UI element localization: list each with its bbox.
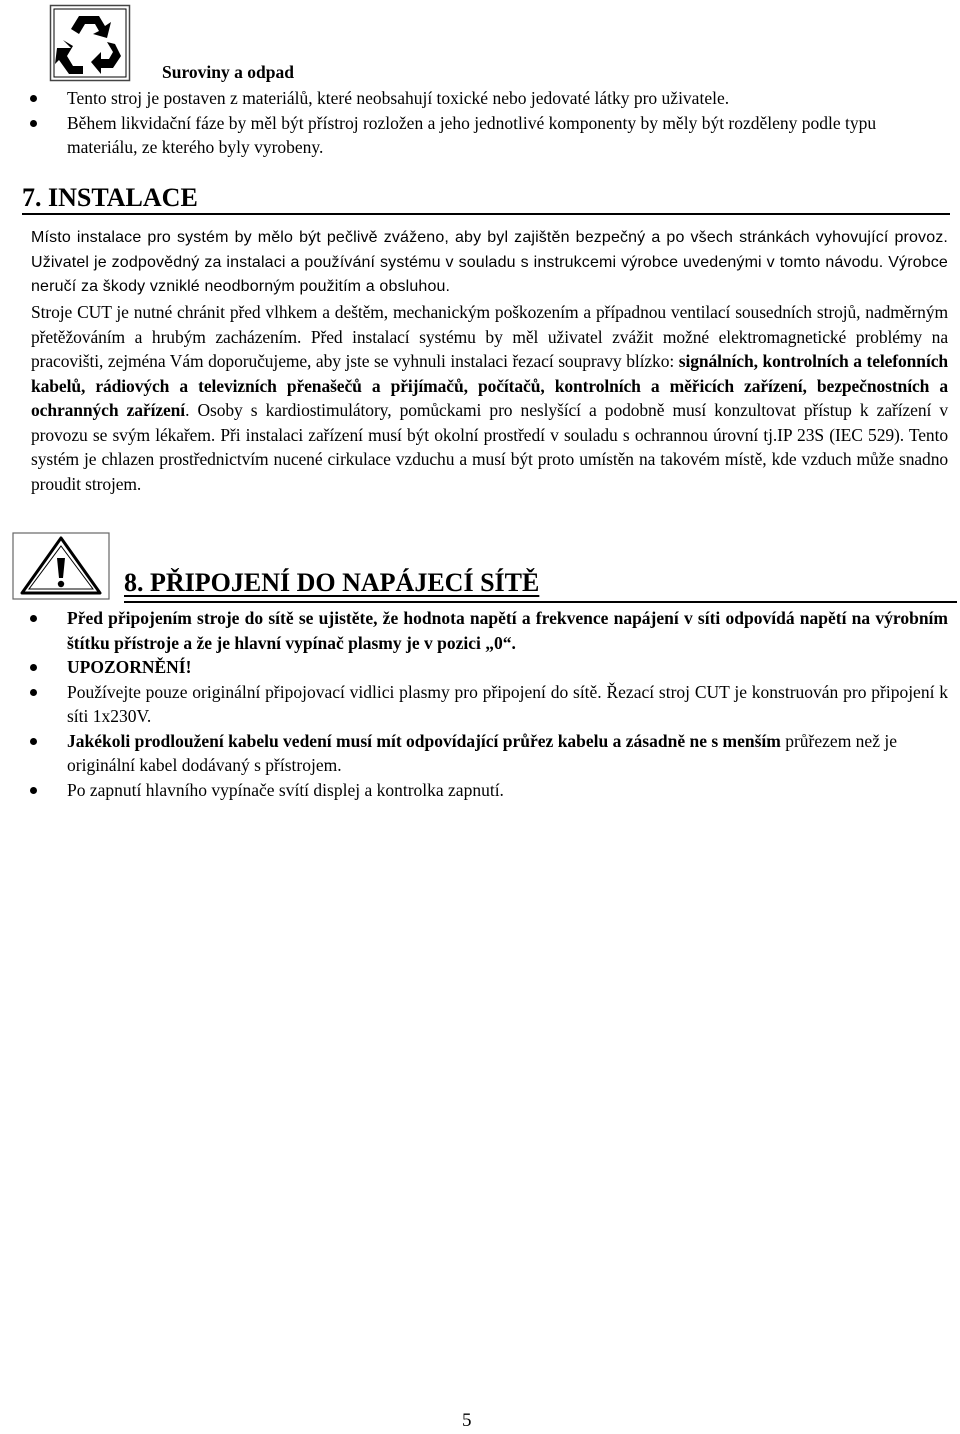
paragraph-bold-text: signálních, kontrolních a telefonních kabelů, rádiových a televizních přenašečů a přijímačů, počítačů, kontrolních a měřicích zařízení, bezpečnostních a ochranných zařízení: [31, 351, 949, 420]
section-8-rule: [124, 601, 957, 603]
paragraph-text: Stroje CUT je nutné chránit před vlhkem a deštěm, mechanickým poškozením a případnou ventilací sousedních strojů, nadměrným přetěžováním a hrubým zacházením. Před instalací systému by měl uživatel zvážit možné elektromagnetické problémy na pracovišti, zejména Vám doporučujeme, aby jste se vyhnuli instalaci řezací soupravy blízko:: [31, 302, 948, 371]
warning-icon: [12, 532, 110, 600]
paragraph-text: . Osoby s kardiostimulátory, pomůckami pro neslyšící a podobně musí konzultovat přístup k zařízení v provozu se svým lékařem. Při instalaci zařízení musí být okolní prostředí v souladu s ochrannou úrovní tj.IP 23S (IEC 529). Tento systém je chlazen prostřednictvím nucené cirkulace vzduchu a musí být proto umístěn na takovém místě, kde vzduch může snadno proudit strojem.: [31, 400, 948, 494]
page-number: 5: [462, 1410, 472, 1431]
list-item: Používejte pouze originální připojovací vidlici plasmy pro připojení do sítě. Řezací stroj CUT je konstruován pro připojení k síti 1x230V.: [30, 680, 948, 729]
list-item: Během likvidační fáze by měl být přístroj rozložen a jeho jednotlivé komponenty by měly být rozděleny podle typu materiálu, ze kterého byly vyrobeny.: [30, 111, 948, 160]
section-7-paragraph-2: [31, 300, 948, 496]
list-item-bold-text: Jakékoli prodloužení kabelu vedení musí mít odpovídající průřez kabelu a zásadně ne s menším: [67, 730, 781, 751]
list-item: UPOZORNĚNÍ!: [30, 655, 948, 680]
recycle-bullet-list: [30, 86, 948, 160]
list-item: Před připojením stroje do sítě se ujistěte, že hodnota napětí a frekvence napájení v síti odpovídá napětí na výrobním štítku přístroje a že je hlavní vypínač plasmy je v pozici „0“.: [30, 606, 948, 655]
recycle-title: Suroviny a odpad: [162, 62, 294, 82]
list-item: Tento stroj je postaven z materiálů, které neobsahují toxické nebo jedovaté látky pro uživatele.: [30, 86, 948, 111]
section-7-paragraph-1: Místo instalace pro systém by mělo být pečlivě zváženo, aby byl zajištěn bezpečný a po všech stránkách vyhovující provoz. Uživatel je zodpovědný za instalaci a používání systému v souladu s instrukcemi výrobce uvedenými v tomto návodu. Výrobce neručí za škody vzniklé neodborným použitím a obsluhou.: [31, 229, 948, 295]
list-item: [30, 729, 948, 778]
section-8-heading: 8. PŘIPOJENÍ DO NAPÁJECÍ SÍTĚ: [124, 568, 540, 597]
section-8-bullet-list: [30, 606, 948, 802]
section-7-heading: 7. INSTALACE: [22, 183, 198, 212]
recycle-icon: [49, 4, 131, 82]
list-item: Po zapnutí hlavního vypínače svítí displej a kontrolka zapnutí.: [30, 778, 948, 803]
section-7-rule: [22, 213, 950, 215]
list-item-text: průřezem než je originální kabel dodávaný s přístrojem.: [67, 730, 897, 775]
